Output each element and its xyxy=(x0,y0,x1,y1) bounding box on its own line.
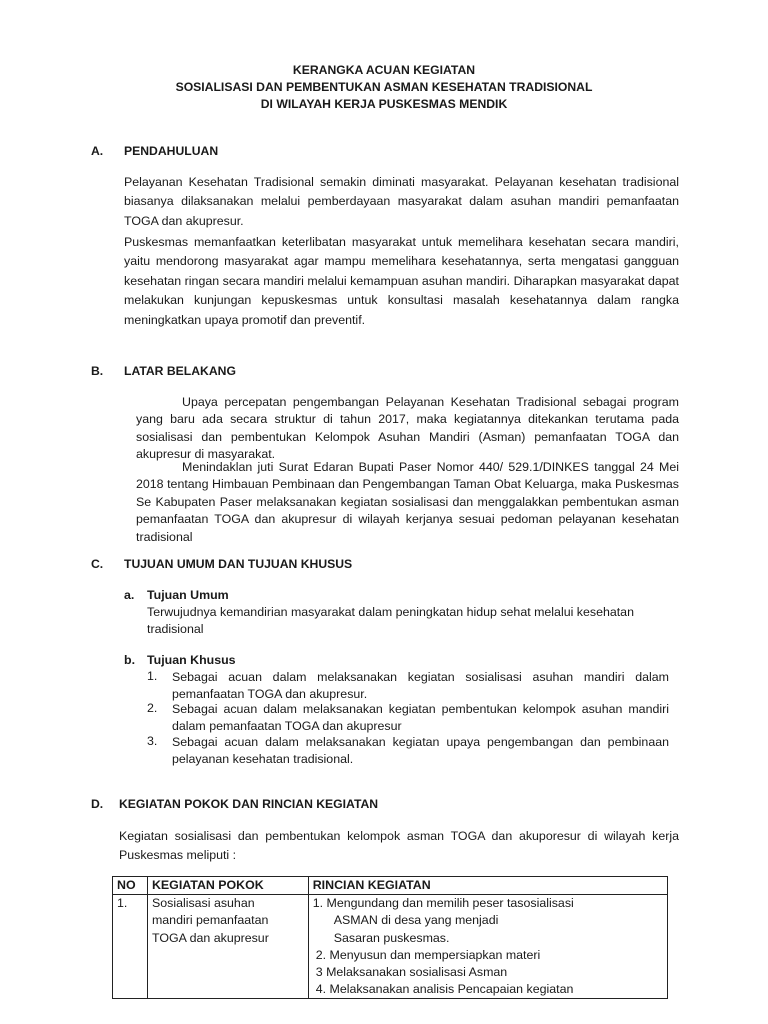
section-a-paragraph-2: Puskesmas memanfaatkan keterlibatan masyarakat untuk memelihara kesehatan secara mandiri, yaitu mendorong masyarakat agar mampu memelihara kesehatannya, serta mengatasi gangguan kesehatan ringan secara mandiri melalui kemampuan asuhan mandiri. Diharapkan masyarakat dapat melakukan kunjungan kepuskesmas untuk konsultasi masalah kesehatannya dalam rangka meningkatkan upaya promotif dan preventif. xyxy=(124,235,679,327)
table-cell-kegiatan-pokok xyxy=(147,895,308,999)
section-d-intro: Kegiatan sosialisasi dan pembentukan kelompok asman TOGA dan akuporesur di wilayah kerja Puskesmas meliputi : xyxy=(119,829,679,862)
section-a-letter: A. xyxy=(91,144,104,158)
table-header-kegiatan-pokok: KEGIATAN POKOK xyxy=(147,877,308,895)
doc-title-line1: KERANGKA ACUAN KEGIATAN xyxy=(292,63,476,77)
rincian-line: ASMAN di desa yang menjadi xyxy=(333,913,499,928)
tujuan-khusus-item-text: Sebagai acuan dalam melaksanakan kegiatan upaya pengembangan dan pembinaan pelayanan kesehatan tradisional. xyxy=(172,735,669,766)
tujuan-khusus-item-text: Sebagai acuan dalam melaksanakan kegiatan sosialisasi asuhan mandiri dalam pemanfaatan TOGA dan akupresur. xyxy=(172,670,669,701)
table-row xyxy=(113,895,668,999)
tujuan-umum-text: Terwujudnya kemandirian masyarakat dalam peningkatan hidup sehat melalui kesehatan tradisional xyxy=(147,605,634,636)
rincian-line: 1. Mengundang dan memilih peser tasosialisasi xyxy=(312,896,574,911)
section-d-letter: D. xyxy=(91,797,104,811)
section-c-letter: C. xyxy=(91,557,104,571)
tujuan-khusus-item-text: Sebagai acuan dalam melaksanakan kegiatan pembentukan kelompok asuhan mandiri dalam pemanfaatan TOGA dan akupresur xyxy=(172,702,669,733)
section-c-title: TUJUAN UMUM DAN TUJUAN KHUSUS xyxy=(124,557,353,571)
table-header-no: NO xyxy=(113,877,148,895)
section-d-title: KEGIATAN POKOK DAN RINCIAN KEGIATAN xyxy=(119,797,379,811)
doc-title-line2: SOSIALISASI DAN PEMBENTUKAN ASMAN KESEHATAN TRADISIONAL xyxy=(175,80,593,94)
table-header-rincian-kegiatan: RINCIAN KEGIATAN xyxy=(308,877,667,895)
tujuan-khusus-item-num: 3. xyxy=(147,734,158,748)
section-b-paragraph-1: Upaya percepatan pengembangan Pelayanan Kesehatan Tradisional sebagai program yang baru ada secara struktur di tahun 2017, maka kegiatannya ditekankan terutama pada sosialisasi dan pembentukan Kelompok Asuhan Mandiri (Asman) pemanfaatan TOGA dan akupresur di masyarakat. xyxy=(136,395,679,462)
section-a-paragraph-1: Pelayanan Kesehatan Tradisional semakin diminati masyarakat. Pelayanan kesehatan tradisional biasanya dilaksanakan melalui pemberdayaan masyarakat dalam asuhan mandiri pemanfaatan TOGA dan akupresur. xyxy=(124,175,679,228)
kegiatan-line: Sosialisasi asuhan xyxy=(151,896,255,911)
table-cell-rincian-kegiatan xyxy=(308,895,667,999)
section-a-title: PENDAHULUAN xyxy=(124,144,219,158)
kegiatan-line: TOGA dan akupresur xyxy=(151,930,269,945)
table-cell-no: 1. xyxy=(113,895,148,999)
rincian-line: Sasaran puskesmas. xyxy=(333,930,450,945)
section-b-paragraph-2: Menindaklan juti Surat Edaran Bupati Paser Nomor 440/ 529.1/DINKES tanggal 24 Mei 2018 tentang Himbauan Pembinaan dan Pengembangan Taman Obat Keluarga, maka Puskesmas Se Kabupaten Paser melaksanakan kegiatan sosialisasi dan menggalakkan pembentukan asman pemanfaatan TOGA dan akupresur di wilayah kerjanya sesuai pedoman pelayanan kesehatan tradisional xyxy=(136,460,679,544)
doc-title-line3: DI WILAYAH KERJA PUSKESMAS MENDIK xyxy=(260,97,508,111)
tujuan-khusus-title: Tujuan Khusus xyxy=(147,653,236,667)
tujuan-khusus-item-num: 2. xyxy=(147,701,158,715)
rincian-line: 2. Menyusun dan mempersiapkan materi xyxy=(315,947,541,962)
tujuan-umum-letter: a. xyxy=(124,588,135,602)
table-header-row xyxy=(113,877,668,895)
tujuan-umum-title: Tujuan Umum xyxy=(147,588,229,602)
tujuan-khusus-item-num: 1. xyxy=(147,669,158,683)
rincian-line: 3 Melaksanakan sosialisasi Asman xyxy=(315,965,508,980)
tujuan-khusus-letter: b. xyxy=(124,653,136,667)
rincian-line: 4. Melaksanakan analisis Pencapaian kegiatan xyxy=(315,982,574,997)
section-b-title: LATAR BELAKANG xyxy=(124,364,236,378)
kegiatan-table xyxy=(112,876,668,999)
kegiatan-line: mandiri pemanfaatan xyxy=(151,913,269,928)
section-b-letter: B. xyxy=(91,364,104,378)
